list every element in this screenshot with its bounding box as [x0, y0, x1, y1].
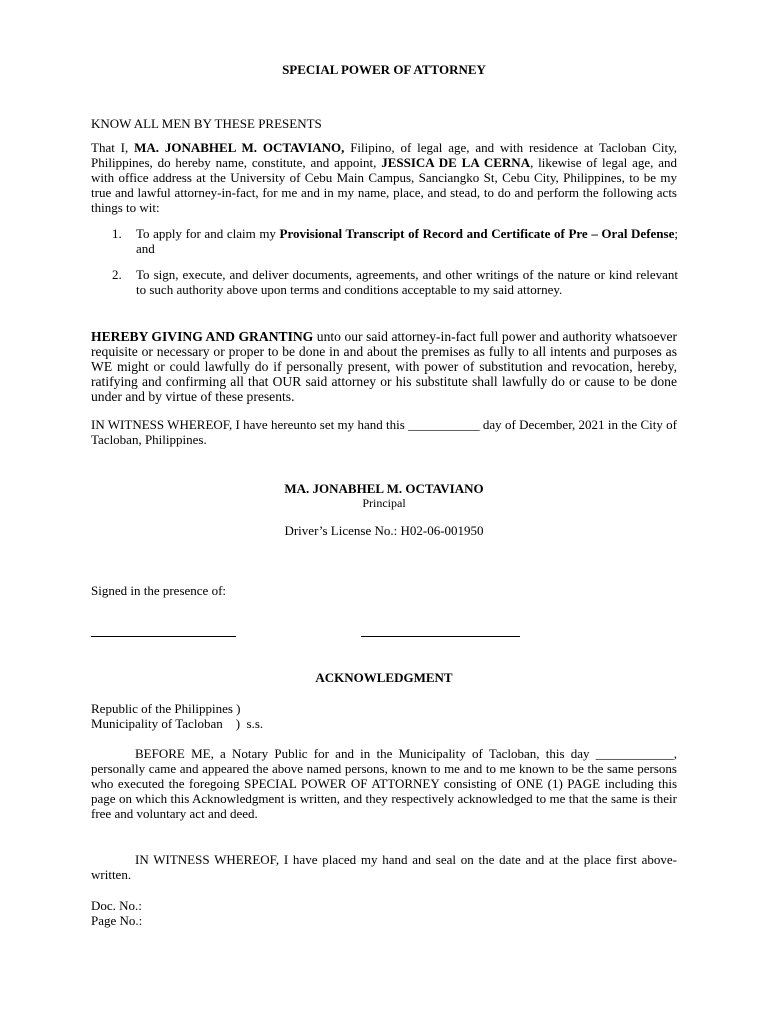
- granting-paragraph: [91, 329, 677, 404]
- document-title: SPECIAL POWER OF ATTORNEY: [282, 62, 486, 77]
- act-text-post: ; and: [136, 226, 678, 256]
- act-number: 2.: [112, 267, 122, 282]
- page-number-label: Page No.:: [91, 913, 143, 928]
- granting-text: unto our said attorney-in-fact full power and authority whatsoever requisite or necessary or proper to be done in and about the premises as fully to all intents and purposes as WE might or could lawfully do if personally present, with power of substitution and revocation, hereby, ratifying and confirming all that OUR said attorney or his substitute shall lawfully do or cause to be done under and by virtue of these presents.: [91, 329, 678, 404]
- salutation: KNOW ALL MEN BY THESE PRESENTS: [91, 116, 322, 131]
- intro-text-3: , likewise of legal age, and with office address at the University of Cebu Main Campus, Sanciangko St, Cebu City, Philippines, to be my true and lawful attorney-in-fact, for me and in my name, place, and stead, to do and perform the following acts things to wit:: [91, 155, 678, 215]
- drivers-license: Driver’s License No.: H02-06-001950: [284, 523, 484, 538]
- presence-label: Signed in the presence of:: [91, 583, 227, 598]
- doc-number-label: Doc. No.:: [91, 898, 142, 913]
- venue-line-2: Municipality of Tacloban ) s.s.: [91, 716, 264, 731]
- act-text: [136, 226, 678, 256]
- ack-witness-paragraph: IN WITNESS WHEREOF, I have placed my hand and seal on the date and at the place first above-written.: [91, 852, 677, 882]
- intro-text-2: Filipino, of legal age, and with residence at Tacloban City, Philippines, do hereby name, constitute, and appoint,: [91, 140, 677, 170]
- act-text-pre: To apply for and claim my: [136, 226, 280, 241]
- acknowledgment-title: ACKNOWLEDGMENT: [315, 670, 453, 685]
- act-document-name: Provisional Transcript of Record and Certificate of Pre – Oral Defense: [279, 226, 675, 241]
- venue-line-1: Republic of the Philippines ): [91, 701, 241, 716]
- intro-paragraph: [91, 140, 677, 215]
- before-me-paragraph: BEFORE ME, a Notary Public for and in the Municipality of Tacloban, this day ____________, personally came and appeared the above named persons, known to me and to me known to be the same persons who executed the foregoing SPECIAL POWER OF ATTORNEY consisting of ONE (1) PAGE including this page on which this Acknowledgment is written, and they respectively acknowledged to me that the same is their free and voluntary act and deed.: [91, 746, 677, 821]
- attorney-name: JESSICA DE LA CERNA: [381, 155, 531, 170]
- intro-text-1: That I,: [91, 140, 135, 155]
- principal-name: MA. JONABHEL M. OCTAVIANO,: [134, 140, 345, 155]
- witness-paragraph: IN WITNESS WHEREOF, I have hereunto set my hand this ___________ day of December, 2021 in the City of Tacloban, Philippines.: [91, 417, 677, 447]
- act-number: 1.: [112, 226, 122, 241]
- granting-heading: HEREBY GIVING AND GRANTING: [91, 329, 314, 344]
- signatory-name: MA. JONABHEL M. OCTAVIANO: [284, 481, 484, 496]
- act-text: To sign, execute, and deliver documents, agreements, and other writings of the nature or kind relevant to such authority above upon terms and conditions acceptable to my said attorney.: [136, 267, 678, 297]
- witness-signature-line-1: [91, 636, 236, 637]
- witness-signature-line-2: [361, 636, 520, 637]
- signatory-role: Principal: [362, 496, 406, 510]
